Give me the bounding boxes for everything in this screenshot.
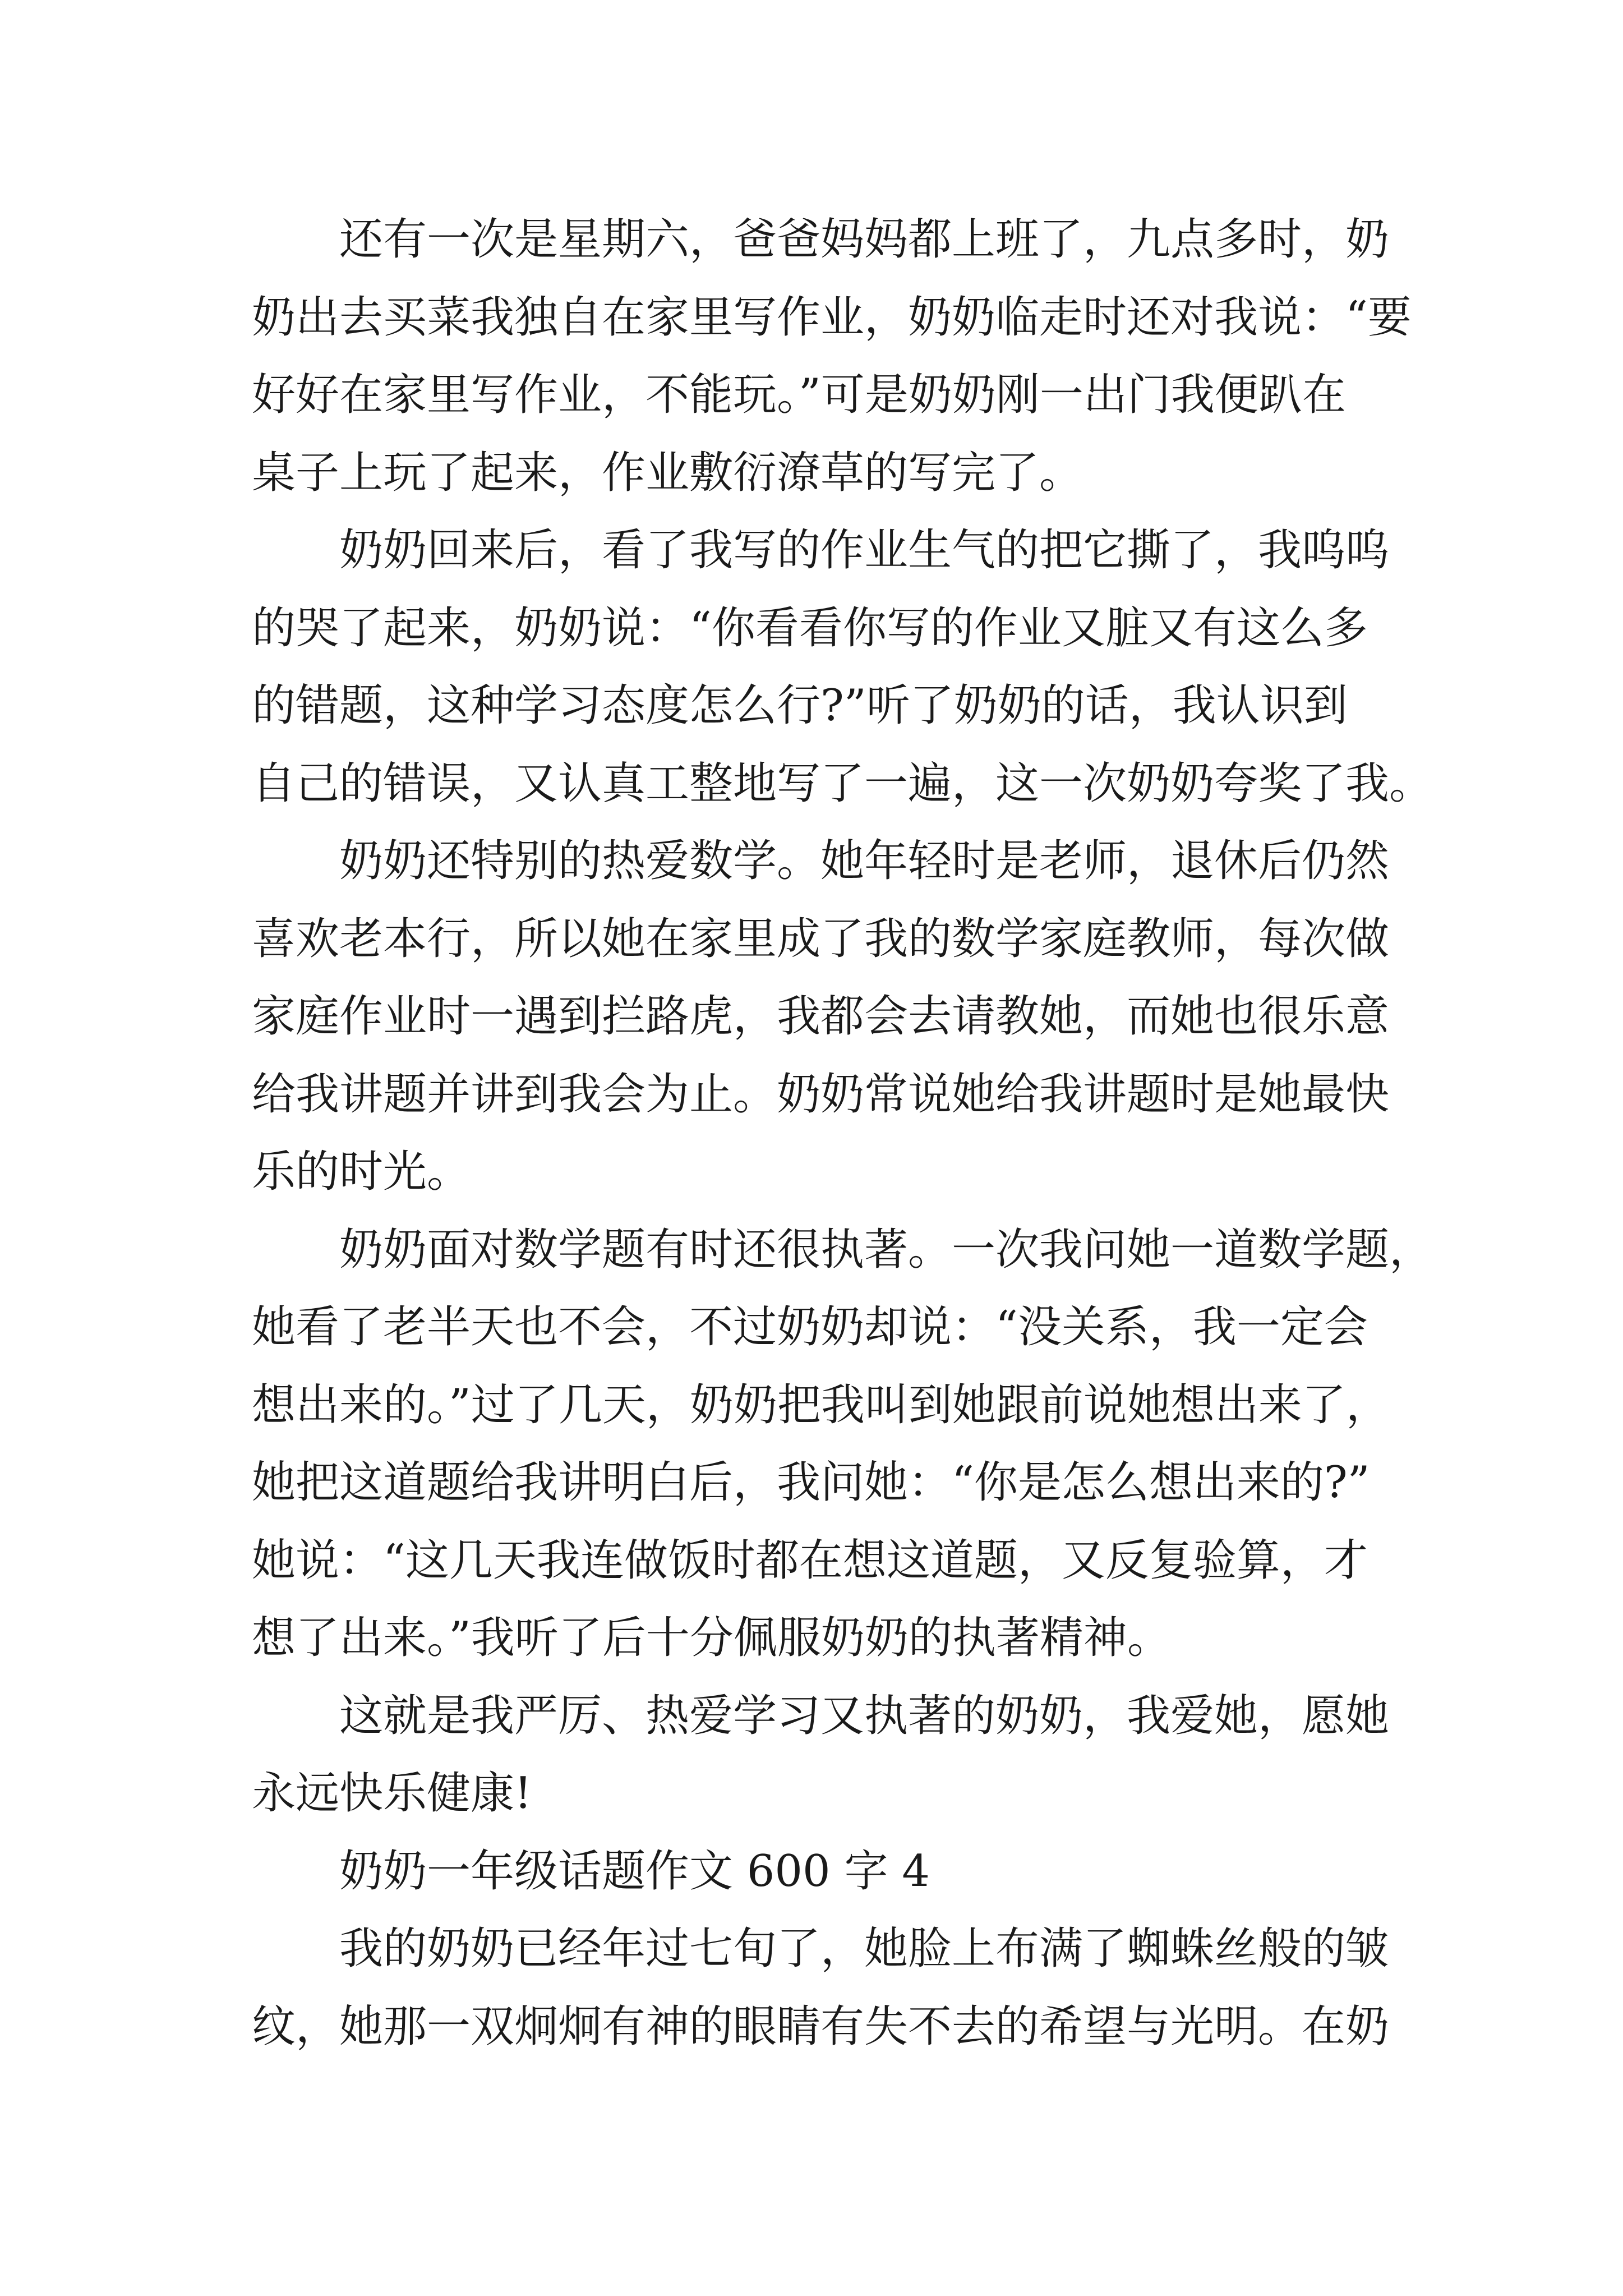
paragraph bbox=[252, 1211, 1433, 1677]
text-line: 想出来的。”过了几天，奶奶把我叫到她跟前说她想出来了， bbox=[252, 1379, 1390, 1430]
paragraph bbox=[252, 1677, 1390, 1833]
text-line: 的哭了起来，奶奶说：“你看看你写的作业又脏又有这么多 bbox=[252, 602, 1368, 654]
text-line: 奶奶回来后，看了我写的作业生气的把它撕了，我呜呜 bbox=[339, 525, 1390, 576]
paragraph bbox=[252, 822, 1390, 1211]
text-line: 的错题，这种学习态度怎么行?”听了奶奶的话，我认识到 bbox=[252, 680, 1348, 731]
text-line: 她看了老半天也不会，不过奶奶却说：“没关系，我一定会 bbox=[252, 1302, 1368, 1352]
text-line: 桌子上玩了起来，作业敷衍潦草的写完了。 bbox=[252, 447, 1083, 498]
text-line: 我的奶奶已经年过七旬了，她脸上布满了蜘蛛丝般的皱 bbox=[339, 1924, 1390, 1974]
text-line: 喜欢老本行，所以她在家里成了我的数学家庭教师，每次做 bbox=[252, 913, 1390, 964]
text-line: 她把这道题给我讲明白后，我问她：“你是怎么想出来的?” bbox=[252, 1457, 1370, 1508]
text-line: 她说：“这几天我连做饭时都在想这道题，又反复验算，才 bbox=[252, 1535, 1368, 1586]
text-line: 乐的时光。 bbox=[252, 1147, 471, 1197]
text-line: 奶奶还特别的热爱数学。她年轻时是老师，退休后仍然 bbox=[339, 836, 1390, 886]
paragraph bbox=[252, 512, 1433, 822]
text-line: 永远快乐健康! bbox=[252, 1768, 532, 1819]
text-line: 奶出去买菜我独自在家里写作业，奶奶临走时还对我说：“要 bbox=[252, 292, 1412, 343]
document-body bbox=[252, 201, 1433, 2065]
text-line: 还有一次是星期六，爸爸妈妈都上班了，九点多时，奶 bbox=[339, 214, 1390, 265]
text-line: 自己的错误，又认真工整地写了一遍，这一次奶奶夸奖了我。 bbox=[252, 758, 1433, 809]
text-line: 这就是我严厉、热爱学习又执著的奶奶，我爱她，愿她 bbox=[339, 1690, 1390, 1741]
text-line: 家庭作业时一遇到拦路虎，我都会去请教她，而她也很乐意 bbox=[252, 991, 1390, 1042]
text-line: 想了出来。”我听了后十分佩服奶奶的执著精神。 bbox=[252, 1613, 1171, 1663]
heading-text: 奶奶一年级话题作文 600 字 4 bbox=[339, 1846, 930, 1897]
text-line: 好好在家里写作业，不能玩。”可是奶奶刚一出门我便趴在 bbox=[252, 370, 1346, 420]
paragraph bbox=[252, 201, 1412, 512]
text-line: 给我讲题并讲到我会为止。奶奶常说她给我讲题时是她最快 bbox=[252, 1069, 1390, 1120]
text-line: 奶奶面对数学题有时还很执著。一次我问她一道数学题， bbox=[339, 1224, 1433, 1275]
section-heading bbox=[252, 1833, 1379, 1911]
paragraph bbox=[252, 1910, 1390, 2065]
text-line: 纹，她那一双炯炯有神的眼睛有失不去的希望与光明。在奶 bbox=[252, 2001, 1390, 2052]
